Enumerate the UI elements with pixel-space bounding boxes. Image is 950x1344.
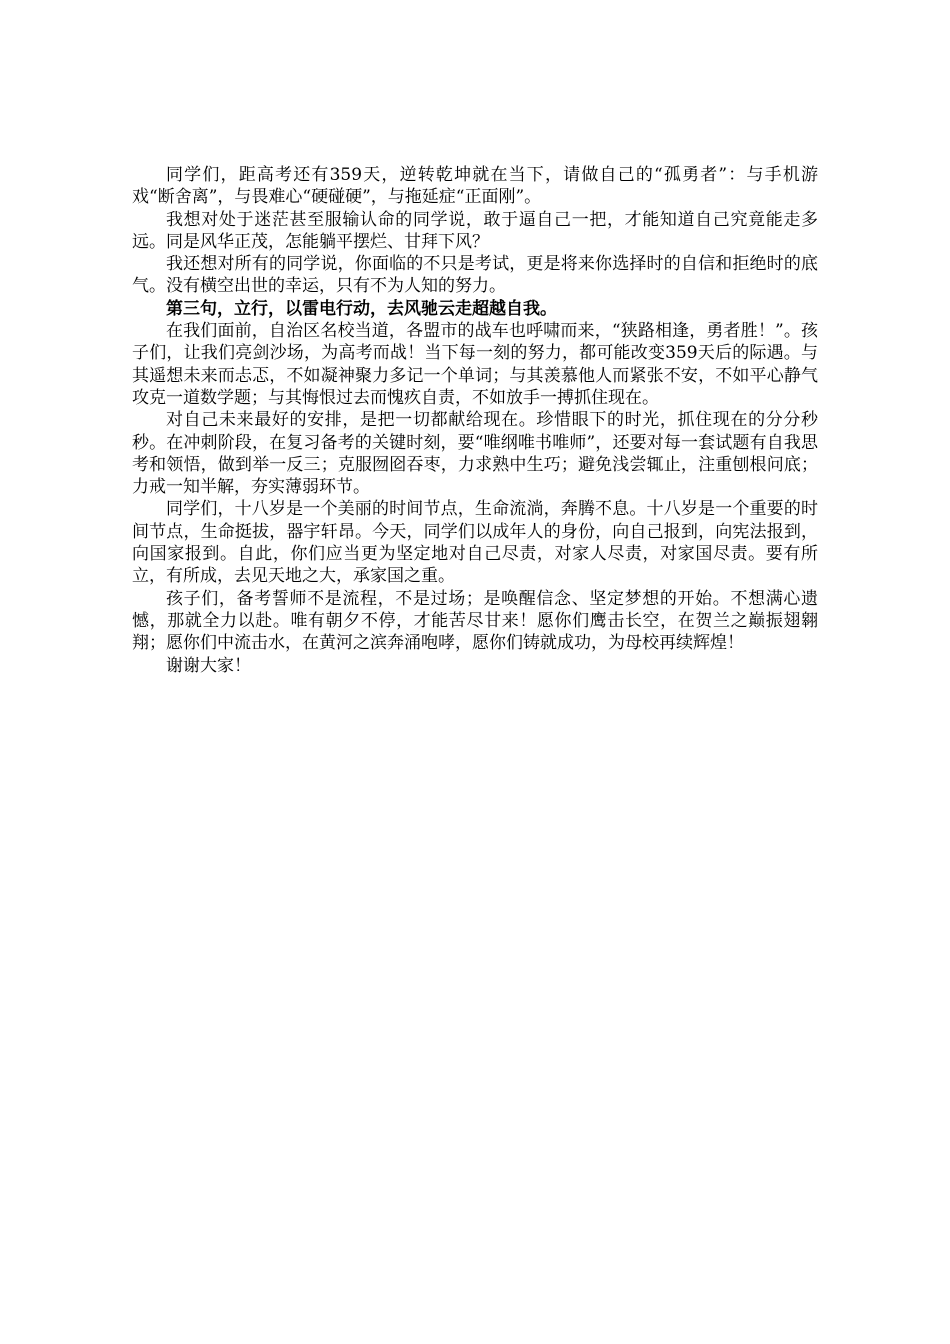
paragraph-future-arrangement: 对自己未来最好的安排，是把一切都献给现在。珍惜眼下的时光，抓住现在的分分秒秒。在冲刺阶段，在复习备考的关键时刻，要“唯纲唯书唯师”，还要对每一套试题有自我思考和领悟，做到举一反三；克服囫囵吞枣，力求熟中生巧；避免浅尝辄止，注重刨根问底；力戒一知半解，夯实薄弱环节。 [132, 410, 818, 498]
paragraph-countdown: 同学们，距高考还有359天，逆转乾坤就在当下，请做自己的“孤勇者”：与手机游戏“断舍离”，与畏难心“硬碰硬”，与拖延症“正面刚”。 [132, 165, 818, 208]
section-heading-third: 第三句，立行，以雷电行动，去风驰云走超越自我。 [166, 298, 557, 319]
paragraph-before-us: 在我们面前，自治区名校当道，各盟市的战车也呼啸而来，“狭路相逢，勇者胜！”。孩子们，让我们亮剑沙场，为高考而战！当下每一刻的努力，都可能改变359天后的际遇。与其遥想未来而忐忑，不如凝神聚力多记一个单词；与其羡慕他人而紧张不安，不如平心静气攻克一道数学题；与其悔恨过去而愧疚自责，不如放手一搏抓住现在。 [132, 321, 818, 408]
paragraph-thanks: 谢谢大家！ [166, 655, 251, 676]
paragraph-eighteen: 同学们，十八岁是一个美丽的时间节点，生命流淌，奔腾不息。十八岁是一个重要的时间节点，生命挺拔，器宇轩昂。今天，同学们以成年人的身份，向自己报到，向宪法报到，向国家报到。自此，你们应当更为坚定地对自己尽责，对家人尽责，对家国尽责。要有所立，有所成，去见天地之大，承家国之重。 [132, 499, 818, 587]
document-body [132, 164, 818, 677]
paragraph-rally: 孩子们，备考誓师不是流程，不是过场；是唤醒信念、坚定梦想的开始。不想满心遗憾，那就全力以赴。唯有朝夕不停，才能苦尽甘来！愿你们鹰击长空，在贺兰之巅振翅翱翔；愿你们中流击水，在黄河之滨奔涌咆哮，愿你们铸就成功，为母校再续辉煌！ [132, 588, 818, 654]
paragraph-to-confused-students: 我想对处于迷茫甚至服输认命的同学说，敢于逼自己一把，才能知道自己究竟能走多远。同是风华正茂，怎能躺平摆烂、甘拜下风？ [132, 209, 818, 252]
paragraph-to-all-students: 我还想对所有的同学说，你面临的不只是考试，更是将来你选择时的自信和拒绝时的底气。没有横空出世的幸运，只有不为人知的努力。 [132, 254, 818, 297]
